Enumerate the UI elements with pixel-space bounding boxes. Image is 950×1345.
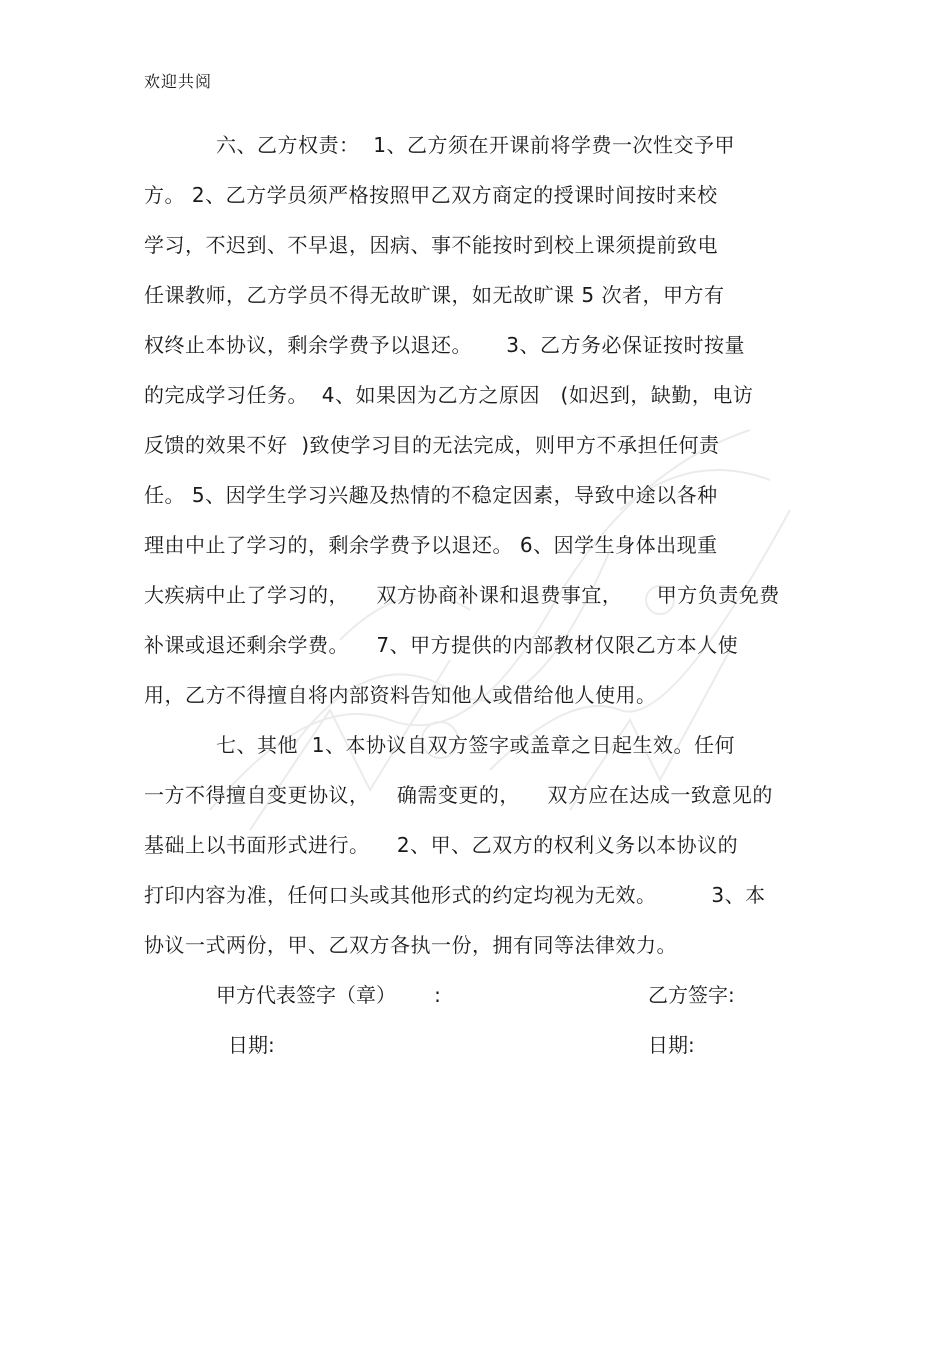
paragraph-line: 大疾病中止了学习的， 双方协商补课和退费事宜， 甲方负责免费 xyxy=(144,583,780,607)
paragraph-line: 学习，不迟到、不早退，因病、事不能按时到校上课须提前致电 xyxy=(144,233,718,257)
paragraph-line: 理由中止了学习的，剩余学费予以退还。 6、因学生身体出现重 xyxy=(144,533,718,557)
paragraph-line: 基础上以书面形式进行。 2、甲、乙双方的权利义务以本协议的 xyxy=(144,833,739,857)
paragraph-line: 六、乙方权责： 1、乙方须在开课前将学费一次性交予甲 xyxy=(216,133,735,157)
paragraph-line: 一方不得擅自变更协议， 确需变更的， 双方应在达成一致意见的 xyxy=(144,783,773,807)
paragraph-line: 任。 5、因学生学习兴趣及热情的不稳定因素，导致中途以各种 xyxy=(144,483,718,507)
paragraph-line: 权终止本协议，剩余学费予以退还。 3、乙方务必保证按时按量 xyxy=(144,333,746,357)
paragraph-line: 补课或退还剩余学费。 7、甲方提供的内部教材仅限乙方本人使 xyxy=(144,633,739,657)
party-a-signature-label: 甲方代表签字（章） : xyxy=(216,983,441,1007)
paragraph-line: 用，乙方不得擅自将内部资料告知他人或借给他人使用。 xyxy=(144,683,657,707)
paragraph-line: 七、其他 1、本协议自双方签字或盖章之日起生效。任何 xyxy=(216,733,735,757)
paragraph-line: 协议一式两份，甲、乙双方各执一份，拥有同等法律效力。 xyxy=(144,933,677,957)
party-a-date-label: 日期: xyxy=(228,1033,275,1057)
paragraph-line: 的完成学习任务。 4、如果因为乙方之原因 (如迟到，缺勤，电访 xyxy=(144,383,754,407)
paragraph-line: 反馈的效果不好 )致使学习目的无法完成，则甲方不承担任何责 xyxy=(144,433,720,457)
paragraph-line: 任课教师，乙方学员不得无故旷课，如无故旷课 5 次者，甲方有 xyxy=(144,283,725,307)
party-b-date-label: 日期: xyxy=(648,1033,695,1057)
party-b-signature-label: 乙方签字: xyxy=(648,983,735,1007)
page-header: 欢迎共阅 xyxy=(144,72,213,91)
paragraph-line: 方。 2、乙方学员须严格按照甲乙双方商定的授课时间按时来校 xyxy=(144,183,718,207)
paragraph-line: 打印内容为准，任何口头或其他形式的约定均视为无效。 3、本 xyxy=(144,883,766,907)
